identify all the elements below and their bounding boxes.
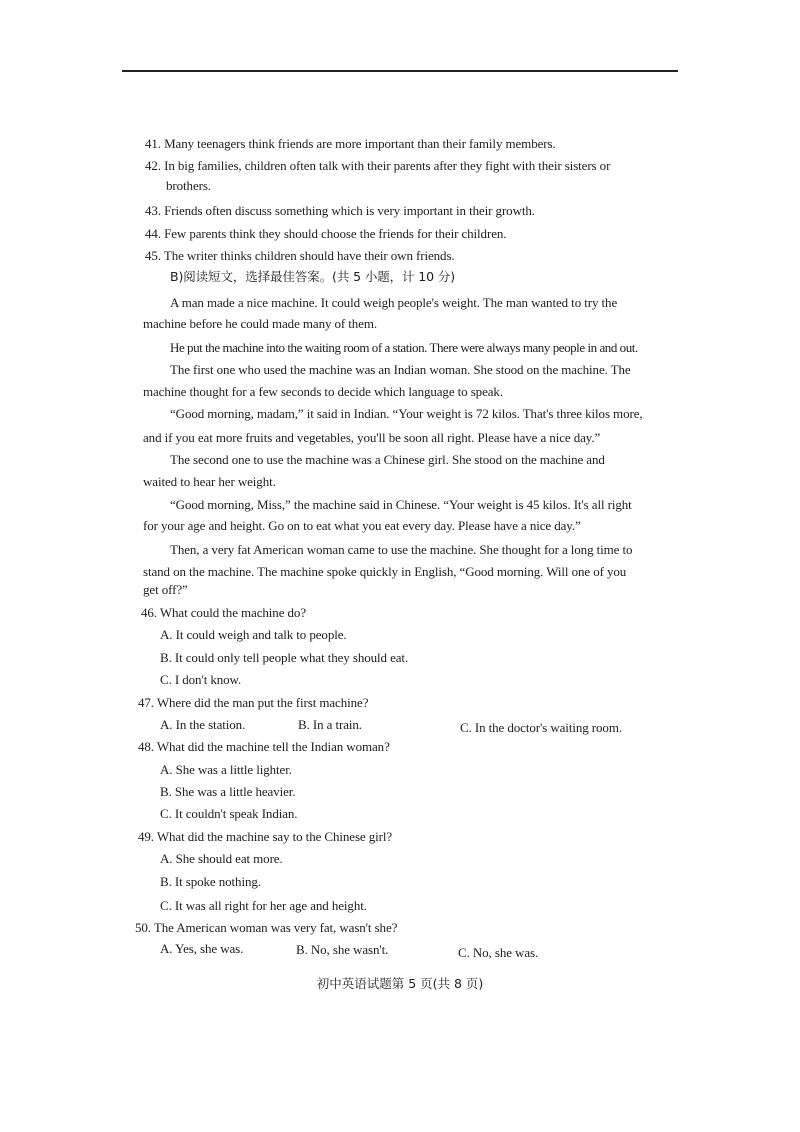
question-50-option-c: C. No, she was. (458, 945, 539, 960)
passage-line: for your age and height. Go on to eat what you eat every day. Please have a nice day.” (143, 518, 581, 533)
question-48-stem: 48. What did the machine tell the Indian woman? (138, 739, 390, 754)
passage-line: get off?” (143, 582, 188, 597)
question-47-option-c: C. In the doctor's waiting room. (460, 720, 622, 735)
statement-42-cont: brothers. (166, 178, 211, 193)
passage-line: stand on the machine. The machine spoke quickly in English, “Good morning. Will one of you (143, 564, 627, 579)
passage-line: machine before he could made many of them. (143, 316, 378, 331)
passage-line: The first one who used the machine was an Indian woman. She stood on the machine. The (170, 362, 631, 377)
passage-line: He put the machine into the waiting room of a station. There were always many people in and out. (170, 340, 638, 355)
question-50-stem: 50. The American woman was very fat, wasn't she? (135, 920, 398, 935)
question-49-option-c: C. It was all right for her age and height. (160, 898, 367, 913)
question-49-option-b: B. It spoke nothing. (160, 874, 261, 889)
passage-line: A man made a nice machine. It could weigh people's weight. The man wanted to try the (170, 295, 618, 310)
question-47-option-a: A. In the station. (160, 717, 246, 732)
question-48-option-a: A. She was a little lighter. (160, 762, 292, 777)
statement-43: 43. Friends often discuss something which is very important in their growth. (145, 203, 535, 218)
question-49-option-a: A. She should eat more. (160, 851, 283, 866)
statement-45: 45. The writer thinks children should have their own friends. (145, 248, 455, 263)
statement-44: 44. Few parents think they should choose the friends for their children. (145, 226, 507, 241)
passage-line: and if you eat more fruits and vegetables, you'll be soon all right. Please have a nice day.” (143, 430, 601, 445)
question-47-stem: 47. Where did the man put the first machine? (138, 695, 369, 710)
passage-line: Then, a very fat American woman came to use the machine. She thought for a long time to (170, 542, 633, 557)
question-46-option-a: A. It could weigh and talk to people. (160, 627, 347, 642)
question-48-option-c: C. It couldn't speak Indian. (160, 806, 298, 821)
passage-line: machine thought for a few seconds to decide which language to speak. (143, 384, 503, 399)
question-46-option-c: C. I don't know. (160, 672, 242, 687)
page-footer (0, 974, 800, 992)
question-46-option-b: B. It could only tell people what they should eat. (160, 650, 409, 665)
question-50-option-a: A. Yes, she was. (160, 941, 244, 956)
passage-line: The second one to use the machine was a Chinese girl. She stood on the machine and (170, 452, 605, 467)
section-b-header: B)阅读短文，选择最佳答案。(共 5 小题，计 10 分) (170, 269, 456, 284)
statement-41: 41. Many teenagers think friends are more important than their family members. (145, 136, 556, 151)
question-46-stem: 46. What could the machine do? (141, 605, 306, 620)
question-48-option-b: B. She was a little heavier. (160, 784, 296, 799)
statement-42: 42. In big families, children often talk with their parents after they fight with their sisters or (145, 158, 611, 173)
question-50-option-b: B. No, she wasn't. (296, 942, 389, 957)
passage-line: “Good morning, Miss,” the machine said in Chinese. “Your weight is 45 kilos. It's all right (170, 497, 632, 512)
question-49-stem: 49. What did the machine say to the Chinese girl? (138, 829, 393, 844)
passage-line: “Good morning, madam,” it said in Indian. “Your weight is 72 kilos. That's three kilos more, (170, 406, 643, 421)
passage-line: waited to hear her weight. (143, 474, 276, 489)
header-rule (122, 70, 678, 72)
page-number-label: 初中英语试题第 5 页(共 8 页) (316, 976, 484, 991)
question-47-option-b: B. In a train. (298, 717, 362, 732)
